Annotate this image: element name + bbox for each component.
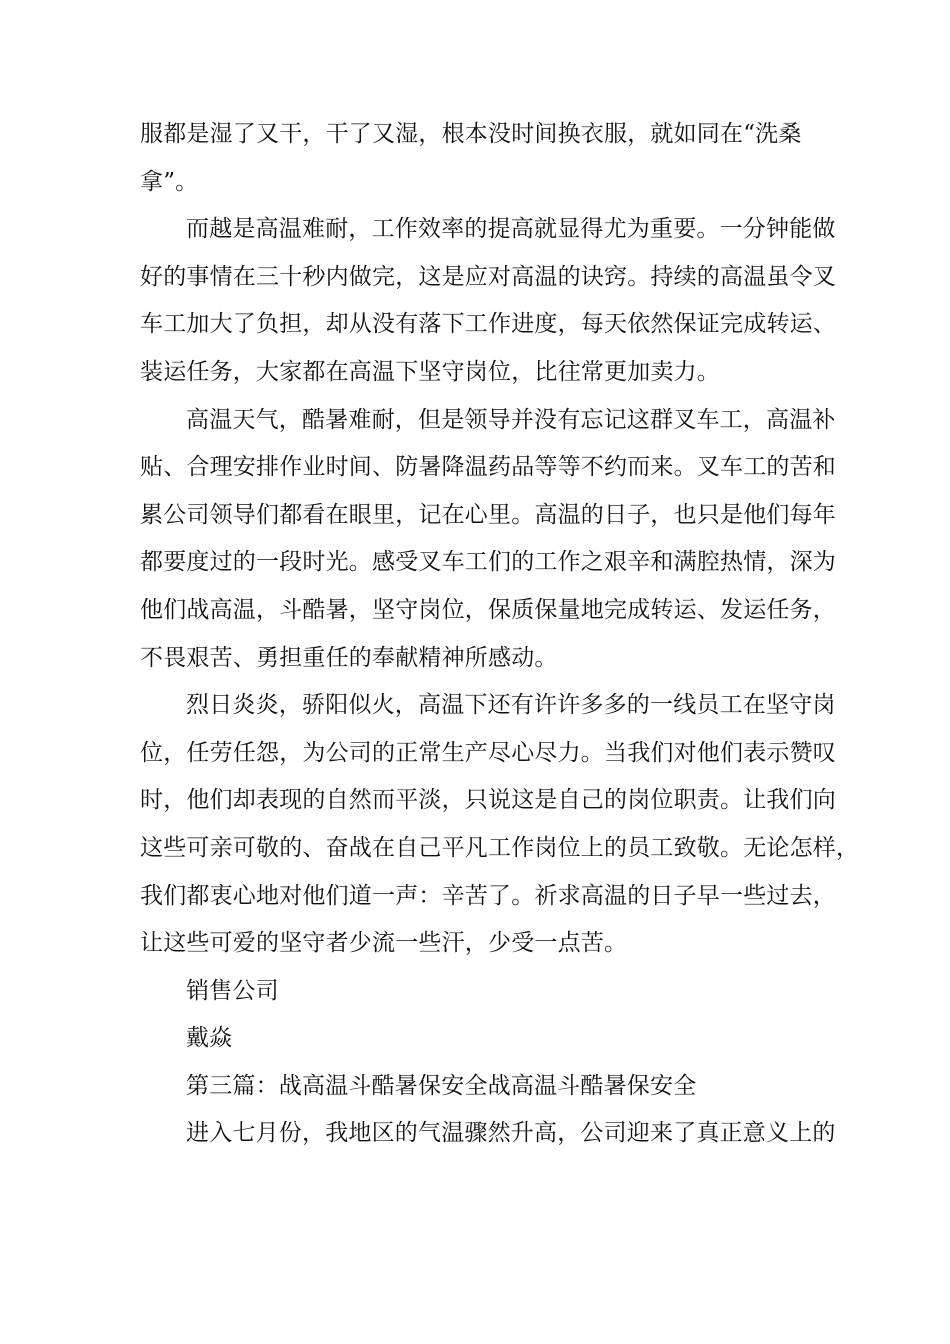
- text-line: 不畏艰苦、勇担重任的奉献精神所感动。: [140, 644, 558, 671]
- text-line: 第三篇：战高温斗酷暑保安全战高温斗酷暑保安全: [186, 1072, 697, 1099]
- text-line: 销售公司: [186, 977, 279, 1004]
- text-line: 装运任务，大家都在高温下坚守岗位，比往常更加卖力。: [140, 358, 720, 385]
- text-line: 而越是高温难耐，工作效率的提高就显得尤为重要。一分钟能做: [186, 216, 836, 243]
- text-line: 我们都衷心地对他们道一声：辛苦了。祈求高温的日子早一些过去，: [140, 882, 836, 909]
- text-line: 进入七月份，我地区的气温骤然升高，公司迎来了真正意义上的: [186, 1120, 836, 1147]
- text-line: 拿”。: [140, 168, 199, 195]
- text-line: 车工加大了负担，却从没有落下工作进度，每天依然保证完成转运、: [140, 311, 836, 338]
- text-line: 让这些可爱的坚守者少流一些汗，少受一点苦。: [140, 930, 628, 957]
- text-line: 贴、合理安排作业时间、防暑降温药品等等不约而来。叉车工的苦和: [140, 454, 836, 481]
- text-line: 戴焱: [186, 1025, 233, 1052]
- text-line: 位，任劳任怨，为公司的正常生产尽心尽力。当我们对他们表示赞叹: [140, 739, 836, 766]
- text-line: 都要度过的一段时光。感受叉车工们的工作之艰辛和满腔热情，深为: [140, 549, 836, 576]
- text-line: 服都是湿了又干，干了又湿，根本没时间换衣服，就如同在“洗桑: [140, 121, 802, 147]
- text-line: 这些可亲可敬的、奋战在自己平凡工作岗位上的员工致敬。无论怎样，: [140, 834, 860, 861]
- text-line: 累公司领导们都看在眼里，记在心里。高温的日子，也只是他们每年: [140, 501, 836, 528]
- text-line: 他们战高温，斗酷暑，坚守岗位，保质保量地完成转运、发运任务，: [140, 596, 836, 623]
- text-line: 高温天气，酷暑难耐，但是领导并没有忘记这群叉车工，高温补: [186, 406, 836, 433]
- document-body: [140, 111, 860, 1158]
- text-line: 时，他们却表现的自然而平淡，只说这是自己的岗位职责。让我们向: [140, 787, 836, 814]
- text-line: 烈日炎炎，骄阳似火，高温下还有许许多多的一线员工在坚守岗: [186, 692, 836, 719]
- text-line: 好的事情在三十秒内做完，这是应对高温的诀窍。持续的高温虽令叉: [140, 263, 836, 290]
